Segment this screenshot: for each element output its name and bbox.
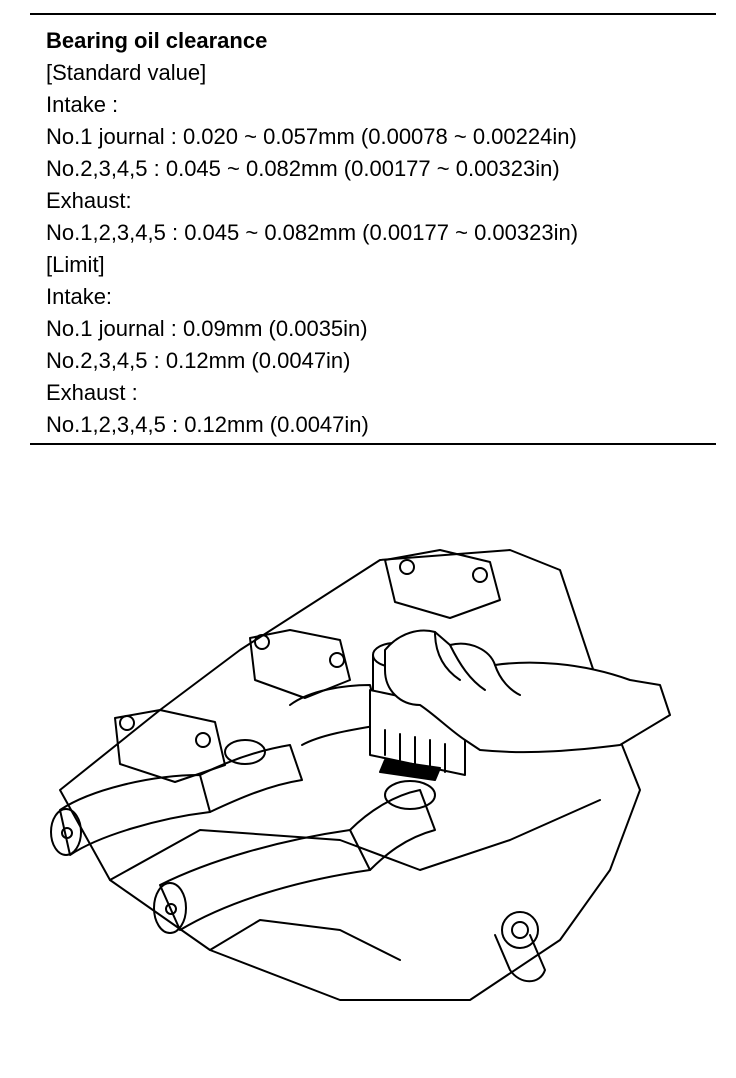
bottom-rule bbox=[30, 443, 716, 445]
limit-intake-no1: No.1 journal : 0.09mm (0.0035in) bbox=[46, 316, 368, 341]
standard-intake-no1: No.1 journal : 0.020 ~ 0.057mm (0.00078 ~ 0.00224in) bbox=[46, 124, 577, 149]
standard-exhaust-label: Exhaust: bbox=[46, 188, 132, 213]
standard-exhaust-no12345: No.1,2,3,4,5 : 0.045 ~ 0.082mm (0.00177 ~ 0.00323in) bbox=[46, 220, 579, 245]
limit-exhaust-no12345: No.1,2,3,4,5 : 0.12mm (0.0047in) bbox=[46, 412, 369, 437]
spec-title: Bearing oil clearance bbox=[46, 28, 268, 53]
head-bolt bbox=[495, 935, 545, 981]
top-rule bbox=[30, 13, 716, 15]
exhaust-camshaft bbox=[160, 830, 370, 930]
intake-camshaft bbox=[60, 775, 210, 855]
standard-intake-no2345: No.2,3,4,5 : 0.045 ~ 0.082mm (0.00177 ~ 0.00323in) bbox=[46, 156, 560, 181]
cylinder-head-outline bbox=[60, 550, 640, 1000]
standard-value-header: [Standard value] bbox=[46, 60, 207, 85]
camshaft-illustration bbox=[40, 540, 700, 1010]
limit-intake-label: Intake: bbox=[46, 284, 113, 309]
limit-intake-no2345: No.2,3,4,5 : 0.12mm (0.0047in) bbox=[46, 348, 351, 373]
limit-header: [Limit] bbox=[46, 252, 105, 277]
standard-intake-label: Intake : bbox=[46, 92, 119, 117]
spec-box bbox=[46, 25, 716, 441]
bearing-cap-rear bbox=[385, 550, 500, 618]
limit-exhaust-label: Exhaust : bbox=[46, 380, 138, 405]
